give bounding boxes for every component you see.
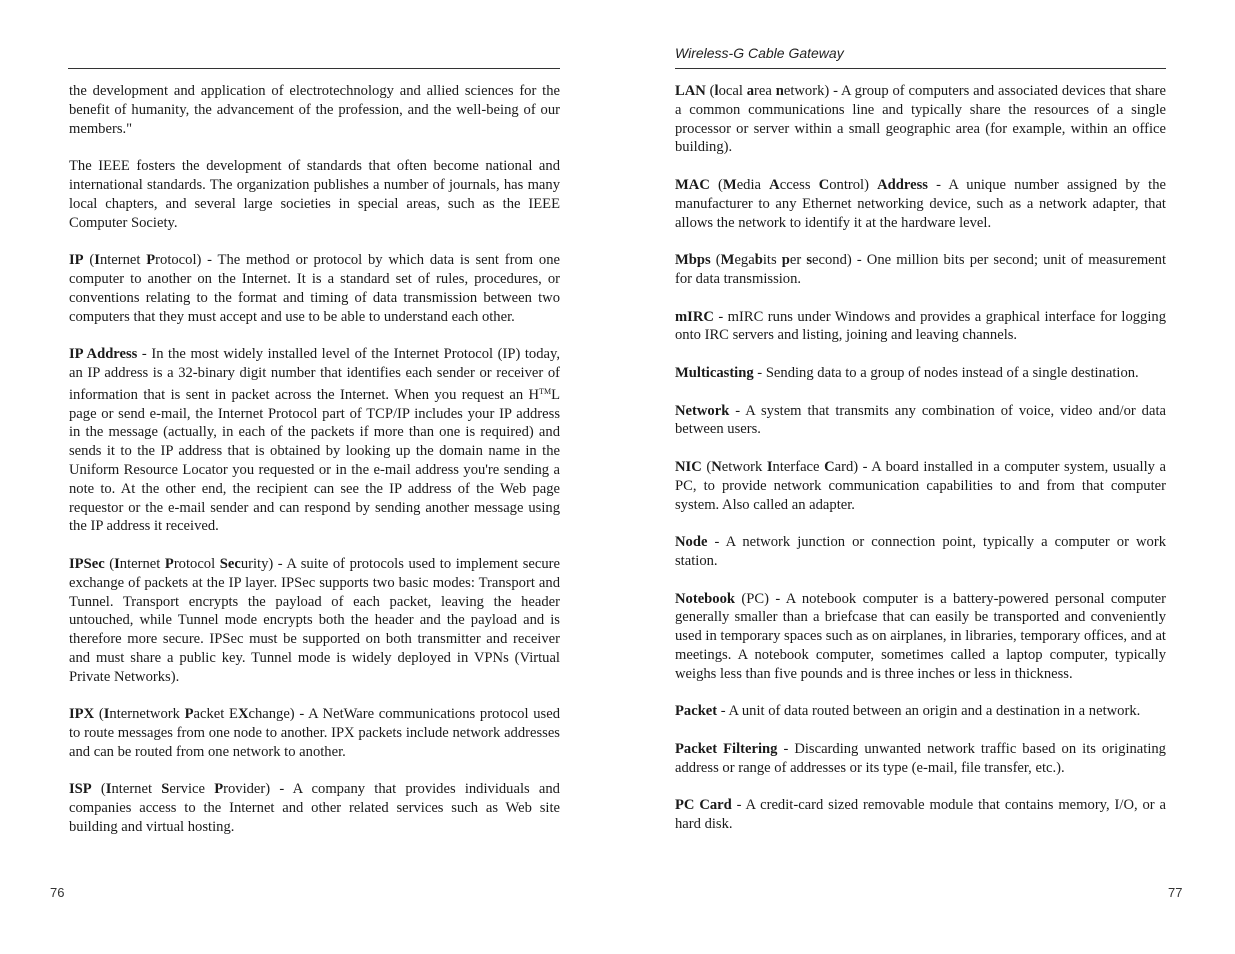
- trademark-mark: TM: [539, 386, 552, 396]
- emphasis-letter: I: [766, 458, 773, 475]
- emphasis-letter: b: [754, 252, 763, 269]
- definition-text: er: [789, 252, 807, 269]
- definition-text: nterface: [772, 458, 825, 475]
- definition-text: nternet: [111, 781, 162, 798]
- definition-text: nternet: [119, 555, 165, 572]
- glossary-entry: [675, 458, 1166, 514]
- definition-text: ega: [734, 252, 755, 269]
- definition-text: nternetwork: [109, 706, 185, 723]
- definition-text: - mIRC runs under Windows and provides a graphical interface for logging onto IRC servers and listing, joining and leaving channels.: [675, 308, 1166, 344]
- glossary-term: IPX: [69, 706, 95, 723]
- glossary-term: ISP: [69, 781, 92, 798]
- emphasis-letter: I: [105, 781, 112, 798]
- glossary-column-right: [675, 82, 1166, 853]
- emphasis-letter: P: [214, 781, 224, 798]
- definition-text: (: [709, 176, 723, 193]
- definition-text: nternet: [99, 252, 147, 269]
- definition-text: its: [762, 252, 782, 269]
- glossary-term: Packet: [675, 703, 718, 720]
- glossary-term: NIC: [675, 458, 702, 475]
- definition-text: rotocol: [173, 555, 220, 572]
- emphasis-letter: I: [103, 706, 110, 723]
- definition-text: (: [701, 458, 712, 475]
- glossary-entry: [675, 702, 1166, 721]
- definition-text: - Discarding unwanted network traffic based on its originating address or range of addresses or its type (e-mail, file transfer, etc.).: [675, 740, 1166, 776]
- right-page: [618, 0, 1235, 954]
- glossary-term: Node: [675, 534, 708, 551]
- emphasis-letter: n: [775, 83, 784, 99]
- glossary-entry: [675, 740, 1166, 778]
- definition-text: etwork) - A group of computers and associated devices that share a common communications line and typically share the resources of a single processor or server within a small geographic area (for example, within an office building).: [675, 83, 1166, 156]
- glossary-entry: [675, 402, 1166, 440]
- emphasis-letter: M: [722, 176, 737, 193]
- header-rule: [675, 68, 1166, 69]
- glossary-entry: [675, 590, 1166, 684]
- glossary-entry: [69, 157, 560, 232]
- definition-text: - A system that transmits any combination of voice, video and/or data between users.: [675, 402, 1166, 438]
- emphasis-letter: Address: [877, 176, 928, 193]
- emphasis-letter: I: [94, 252, 100, 269]
- emphasis-letter: P: [164, 555, 174, 572]
- glossary-term: IPSec: [69, 555, 105, 572]
- definition-text: (: [91, 781, 106, 798]
- definition-text: (: [83, 252, 95, 269]
- definition-text: L page or send e-mail, the Internet Protocol part of TCP/IP includes your IP address in the message (actually, in each of the packets if more than one is required) and sends it to the IP address that is obtained by looking up the domain name in the Uniform Resource Locator you requested or in the e-mail address you're sending a note to. At the other end, the recipient can see the IP address of the Web page requestor or the e-mail sender and can respond by sending another message using the IP address it received.: [69, 386, 560, 535]
- glossary-entry: [675, 82, 1166, 157]
- definition-text: ccess: [779, 176, 819, 193]
- definition-text: urity) - A suite of protocols used to implement secure exchange of packets at the IP layer. IPSec supports two basic modes: Transport and Tunnel. Transport encrypts the payload of each packet, leaving the header untouched, while Tunnel mode encrypts both the header and the payload and is therefore more secure. IPSec must be supported on both transmitter and receiver and must share a public key. Tunnel mode is widely deployed in VPNs (Virtual Private Networks).: [69, 555, 560, 685]
- definition-text: - A credit-card sized removable module that contains memory, I/O, or a hard disk.: [675, 797, 1166, 833]
- page-number-right: 77: [1168, 885, 1183, 900]
- glossary-entry: [675, 251, 1166, 289]
- definition-text: - Sending data to a group of nodes instead of a single destination.: [753, 364, 1139, 381]
- definition-text: change) - A NetWare communications protocol used to route messages from one node to another. IPX packets include network addresses and can be routed from one network to another.: [69, 706, 560, 760]
- entry-text: The IEEE fosters the development of standards that often become national and international standards. The organization publishes a number of journals, has many local chapters, and several large societies in special areas, such as the IEEE Computer Society.: [69, 158, 560, 231]
- glossary-term: Network: [675, 402, 730, 419]
- glossary-term: PC Card: [675, 797, 732, 814]
- emphasis-letter: Sec: [219, 555, 241, 572]
- glossary-entry: [69, 705, 560, 761]
- emphasis-letter: l: [714, 83, 719, 99]
- definition-text: - A network junction or connection point, typically a computer or work station.: [675, 534, 1166, 569]
- glossary-term: Mbps: [675, 252, 711, 269]
- glossary-term: Multicasting: [675, 364, 754, 381]
- glossary-entry: [675, 796, 1166, 834]
- glossary-entry: [69, 82, 560, 138]
- definition-text: (: [94, 706, 104, 723]
- emphasis-letter: C: [818, 176, 830, 193]
- definition-text: acket E: [193, 706, 238, 723]
- glossary-column-left: [69, 82, 560, 856]
- definition-text: - A unique number assigned by the manufacturer to any Ethernet networking device, such as a network adapter, that allows the network to identify it at the hardware level.: [675, 176, 1166, 231]
- definition-text: rea: [754, 83, 776, 99]
- definition-text: rovider) - A company that provides individuals and companies access to the Internet and other related services such as Web site building and virtual hosting.: [69, 781, 560, 836]
- glossary-term: Packet Filtering: [675, 740, 778, 757]
- emphasis-letter: P: [146, 252, 156, 269]
- emphasis-letter: M: [720, 252, 735, 269]
- glossary-term: IP: [69, 252, 84, 269]
- definition-text: ard) - A board installed in a computer system, usually a PC, to provide network communication capabilities to and from that computer system. Also called an adapter.: [675, 458, 1166, 513]
- glossary-term: Notebook: [675, 590, 735, 607]
- emphasis-letter: a: [746, 83, 755, 99]
- emphasis-letter: P: [184, 706, 194, 723]
- glossary-term: LAN: [675, 83, 706, 99]
- emphasis-letter: X: [237, 706, 249, 723]
- running-header: Wireless-G Cable Gateway: [675, 45, 844, 61]
- glossary-entry: [69, 555, 560, 687]
- glossary-entry: [675, 533, 1166, 571]
- definition-text: (: [104, 555, 115, 572]
- glossary-term: IP Address: [69, 346, 138, 363]
- glossary-entry: [675, 308, 1166, 346]
- definition-text: edia: [736, 176, 770, 193]
- definition-text: ocal: [718, 83, 747, 99]
- definition-text: - In the most widely installed level of the Internet Protocol (IP) today, an IP address is a 32-binary digit number that identifies each sender or receiver of information that is sent in packet across the Internet. When you request an H: [69, 346, 561, 403]
- left-page: [0, 0, 617, 954]
- page-number-left: 76: [50, 885, 65, 900]
- glossary-term: mIRC: [675, 308, 714, 325]
- definition-text: (: [710, 252, 721, 269]
- definition-text: ervice: [169, 781, 215, 798]
- emphasis-letter: I: [114, 555, 120, 572]
- definition-text: rotocol) - The method or protocol by which data is sent from one computer to another on the Internet. It is a standard set of rules, procedures, or conventions relating to the format and timing of data transmission between two computers that they must accept and use to be able to understand each other.: [69, 252, 560, 325]
- definition-text: (PC) - A notebook computer is a battery-powered personal computer generally smaller than a briefcase that can easily be transported and conveniently used in temporary spaces such as on airplanes, in libraries, temporary offices, and at meetings. A notebook computer, sometimes called a laptop computer, typically weighs less than five pounds and is three inches or less in thickness.: [675, 590, 1166, 682]
- glossary-term: MAC: [675, 176, 710, 193]
- glossary-entry: [69, 345, 560, 536]
- definition-text: ontrol): [829, 176, 878, 193]
- glossary-entry: [69, 780, 560, 836]
- glossary-entry: [675, 364, 1166, 383]
- glossary-entry: [69, 251, 560, 326]
- emphasis-letter: A: [769, 176, 780, 193]
- emphasis-letter: p: [781, 252, 790, 269]
- definition-text: (: [705, 83, 715, 99]
- emphasis-letter: s: [806, 252, 813, 269]
- definition-text: etwork: [721, 458, 767, 475]
- entry-text: the development and application of electrotechnology and allied sciences for the benefit of humanity, the advancement of the profession, and the well-being of our members.": [69, 83, 560, 137]
- header-rule: [68, 68, 560, 69]
- emphasis-letter: S: [161, 781, 170, 798]
- definition-text: - A unit of data routed between an origin and a destination in a network.: [717, 703, 1141, 720]
- emphasis-letter: N: [711, 458, 722, 475]
- glossary-entry: [675, 176, 1166, 232]
- definition-text: econd) - One million bits per second; unit of measurement for data transmission.: [675, 252, 1167, 287]
- emphasis-letter: C: [824, 458, 835, 475]
